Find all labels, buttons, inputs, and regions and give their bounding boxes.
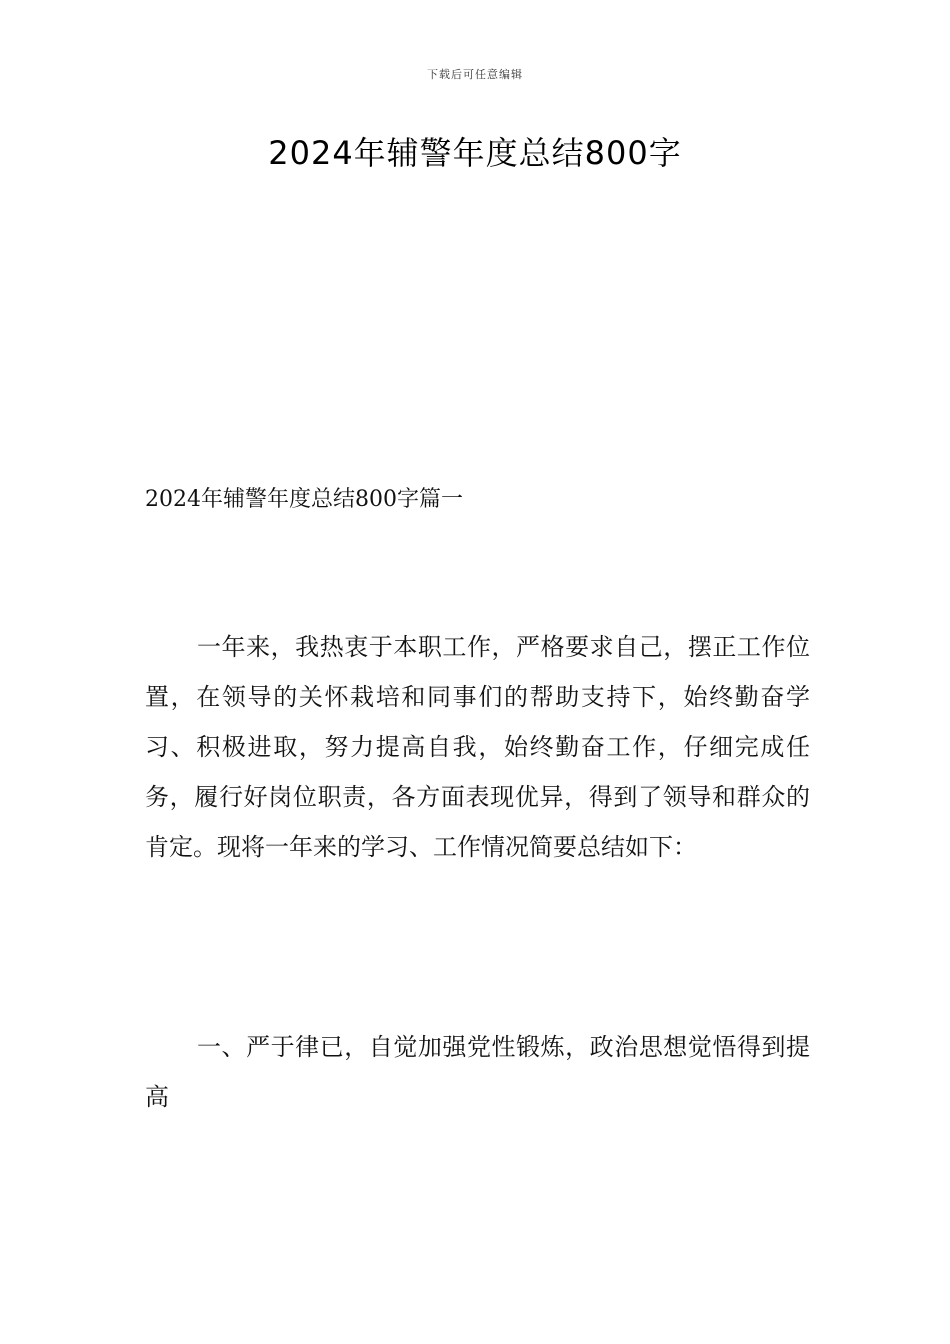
intro-paragraph: 一年来，我热衷于本职工作，严格要求自己，摆正工作位置，在领导的关怀栽培和同事们的帮助支持下，始终勤奋学习、积极进取，努力提高自我，始终勤奋工作，仔细完成任务，履行好岗位职责，各方面表现优异，得到了领导和群众的肯定。现将一年来的学习、工作情况简要总结如下：	[145, 633, 810, 861]
document-title: 2024年辅警年度总结800字	[268, 134, 682, 172]
header-note: 下载后可任意编辑	[427, 68, 523, 81]
section-heading: 2024年辅警年度总结800字篇一	[145, 487, 463, 512]
point-one-paragraph: 一、严于律已，自觉加强党性锻炼，政治思想觉悟得到提高	[145, 1033, 810, 1111]
